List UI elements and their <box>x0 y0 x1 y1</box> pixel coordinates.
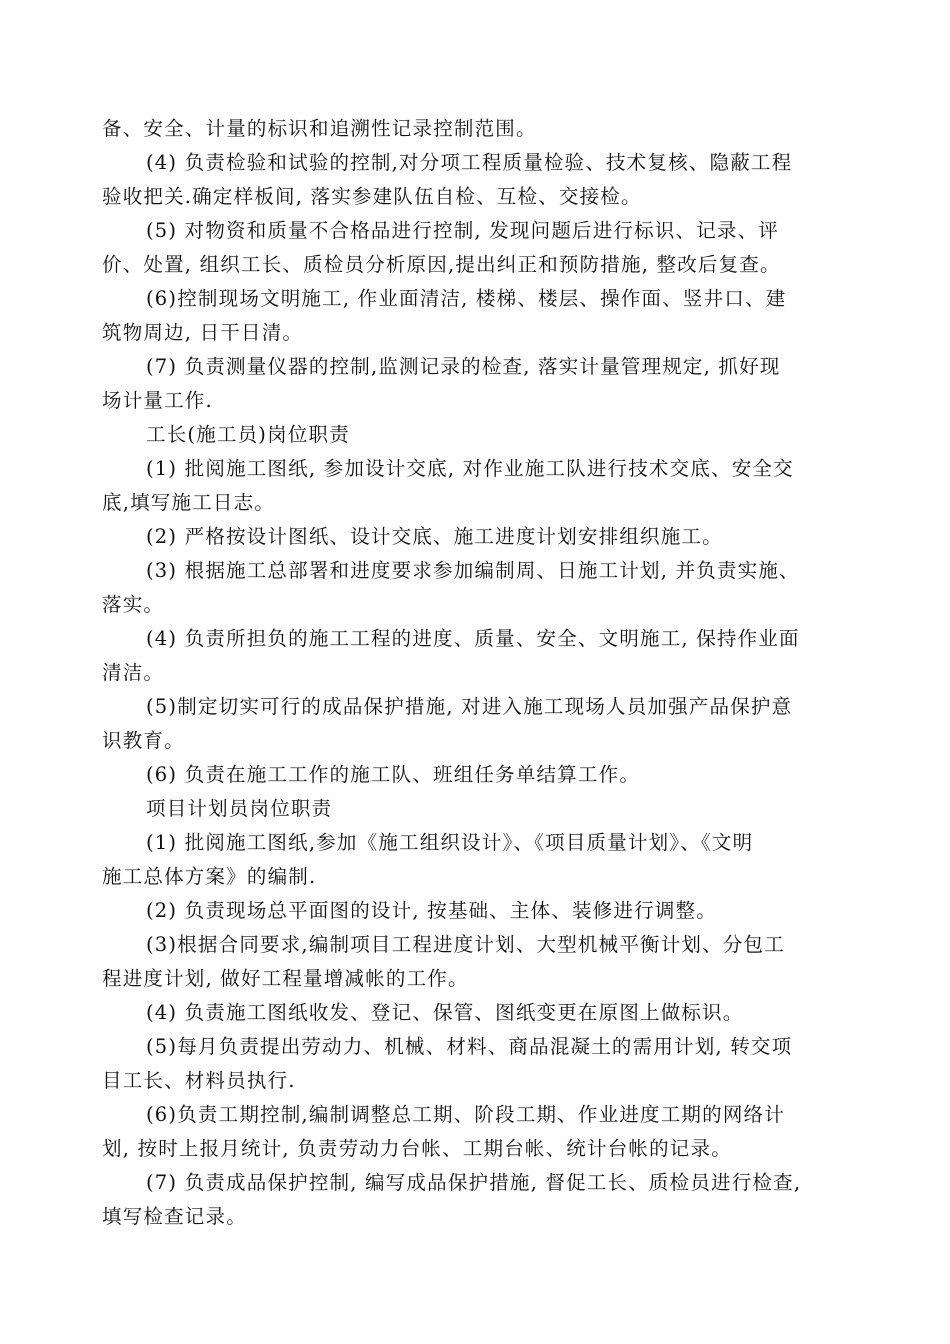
text-line: (1) 批阅施工图纸,参加《施工组织设计》、《项目质量计划》、《文明 <box>146 831 754 854</box>
text-line: 底,填写施工日志。 <box>102 491 275 514</box>
text-line: (7) 负责测量仪器的控制,监测记录的检查, 落实计量管理规定, 抓好现 <box>146 355 781 378</box>
text-line: (6)控制现场文明施工, 作业面清洁, 楼梯、楼层、操作面、竖井口、建 <box>146 287 787 310</box>
text-line: 填写检查记录。 <box>102 1205 247 1228</box>
text-line: 施工总体方案》的编制. <box>102 865 317 888</box>
text-line: (4) 负责施工图纸收发、登记、保管、图纸变更在原图上做标识。 <box>146 1001 744 1024</box>
text-line: 程进度计划, 做好工程量增减帐的工作。 <box>102 967 469 990</box>
text-line: 识教育。 <box>102 729 185 752</box>
text-line: (3)根据合同要求,编制项目工程进度计划、大型机械平衡计划、分包工 <box>146 933 785 956</box>
text-line: (4) 负责检验和试验的控制,对分项工程质量检验、技术复核、隐蔽工程 <box>146 151 793 174</box>
text-line: (5)每月负责提出劳动力、机械、材料、商品混凝土的需用计划, 转交项 <box>146 1035 793 1058</box>
text-line: 备、安全、计量的标识和追溯性记录控制范围。 <box>102 117 537 140</box>
text-line: (6)负责工期控制,编制调整总工期、阶段工期、作业进度工期的网络计 <box>146 1103 785 1126</box>
text-line: (4) 负责所担负的施工工程的进度、质量、安全、文明施工, 保持作业面 <box>146 627 800 650</box>
text-line: (6) 负责在施工工作的施工队、班组任务单结算工作。 <box>146 763 641 786</box>
text-line: 划, 按时上报月统计, 负责劳动力台帐、工期台帐、统计台帐的记录。 <box>102 1137 732 1160</box>
text-line: 筑物周边, 日干日清。 <box>102 321 304 344</box>
text-line: 目工长、材料员执行. <box>102 1069 296 1092</box>
text-line: (5) 对物资和质量不合格品进行控制, 发现问题后进行标识、记录、评 <box>146 219 780 242</box>
section-heading: 项目计划员岗位职责 <box>146 797 333 820</box>
text-line: 价、处置, 组织工长、质检员分析原因,提出纠正和预防措施, 整改后复查。 <box>102 253 781 276</box>
text-line: (7) 负责成品保护控制, 编写成品保护措施, 督促工长、质检员进行检查, <box>146 1171 802 1194</box>
text-line: 验收把关.确定样板间, 落实参建队伍自检、互检、交接检。 <box>102 185 642 208</box>
text-line: (5)制定切实可行的成品保护措施, 对进入施工现场人员加强产品保护意 <box>146 695 793 718</box>
text-line: 落实。 <box>102 593 165 616</box>
text-line: (1) 批阅施工图纸, 参加设计交底, 对作业施工队进行技术交底、安全交 <box>146 457 794 480</box>
section-heading: 工长(施工员)岗位职责 <box>146 423 350 446</box>
document-body <box>102 112 862 1234</box>
text-line: (3) 根据施工总部署和进度要求参加编制周、日施工计划, 并负责实施、 <box>146 559 800 582</box>
text-line: (2) 严格按设计图纸、设计交底、施工进度计划安排组织施工。 <box>146 525 723 548</box>
text-line: 场计量工作. <box>102 389 213 412</box>
text-line: 清洁。 <box>102 661 165 684</box>
text-line: (2) 负责现场总平面图的设计, 按基础、主体、装修进行调整。 <box>146 899 717 922</box>
